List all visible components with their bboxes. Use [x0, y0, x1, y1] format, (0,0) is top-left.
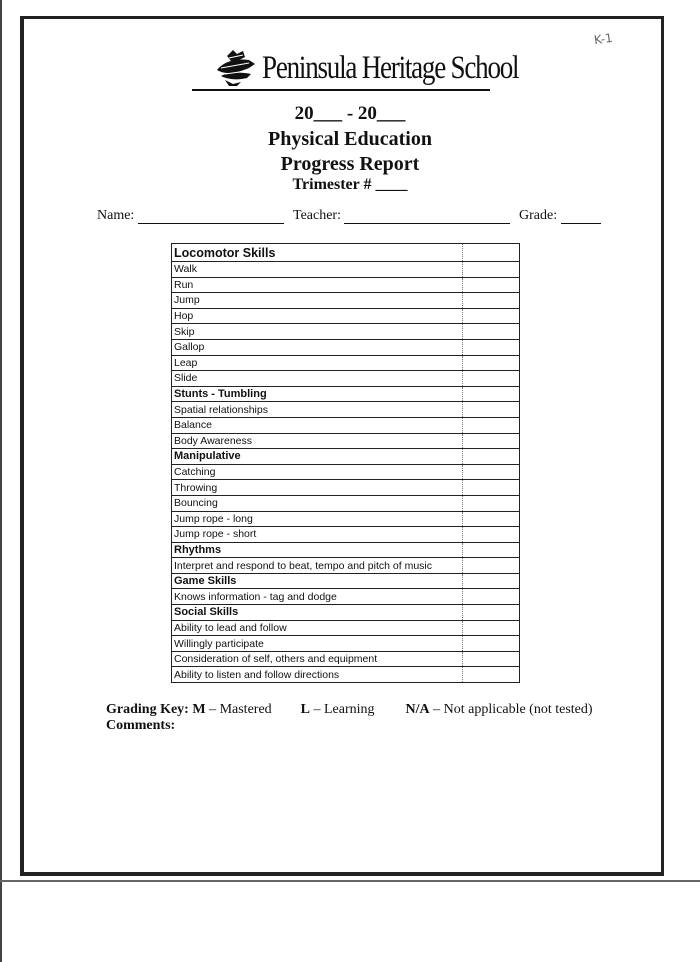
- grade-cell[interactable]: [463, 558, 520, 574]
- report-title-line1: Physical Education: [268, 128, 432, 150]
- skill-row: [172, 527, 520, 543]
- skill-row: [172, 262, 520, 278]
- skill-row: [172, 417, 520, 433]
- skill-label: Spatial relationships: [172, 402, 463, 418]
- grade-cell[interactable]: [463, 651, 520, 667]
- skill-label: Leap: [172, 355, 463, 371]
- scan-edge-bottom: [0, 880, 700, 882]
- grade-cell[interactable]: [463, 667, 520, 683]
- grade-cell[interactable]: [463, 324, 520, 340]
- skill-category-label: Game Skills: [172, 573, 463, 589]
- grade-text-m: – Mastered: [209, 702, 272, 717]
- skills-table: [171, 243, 520, 683]
- skill-label: Skip: [172, 324, 463, 340]
- grade-cell[interactable]: [463, 511, 520, 527]
- grade-cell[interactable]: [463, 339, 520, 355]
- name-field: [97, 208, 284, 224]
- skill-row: [172, 651, 520, 667]
- skill-label: Knows information - tag and dodge: [172, 589, 463, 605]
- skill-label: Body Awareness: [172, 433, 463, 449]
- skill-row: [172, 324, 520, 340]
- skill-label: Walk: [172, 262, 463, 278]
- grade-cell[interactable]: [463, 277, 520, 293]
- skill-row: [172, 667, 520, 683]
- skill-row: [172, 355, 520, 371]
- skill-row: [172, 495, 520, 511]
- report-title-line2: Progress Report: [280, 153, 420, 175]
- skill-row: [172, 511, 520, 527]
- skill-label: Run: [172, 277, 463, 293]
- grading-key-label: Grading Key:: [106, 702, 189, 717]
- skill-category-label: Locomotor Skills: [172, 244, 463, 262]
- grade-cell[interactable]: [463, 402, 520, 418]
- skill-row: [172, 277, 520, 293]
- grade-cell: [463, 386, 520, 402]
- skill-row: [172, 480, 520, 496]
- skill-category-label: Manipulative: [172, 449, 463, 465]
- grade-cell: [463, 573, 520, 589]
- grade-cell[interactable]: [463, 495, 520, 511]
- skill-row: [172, 589, 520, 605]
- skill-row: [172, 464, 520, 480]
- name-blank[interactable]: [138, 209, 284, 224]
- logo-underline: [192, 89, 490, 91]
- skill-label: Interpret and respond to beat, tempo and pitch of music: [172, 558, 463, 574]
- grade-cell: [463, 449, 520, 465]
- grade-cell: [463, 244, 520, 262]
- grade-label: Grade:: [519, 208, 558, 223]
- skill-label: Jump: [172, 293, 463, 309]
- skill-category-label: Stunts - Tumbling: [172, 386, 463, 402]
- skill-category-row: [172, 542, 520, 558]
- skill-label: Throwing: [172, 480, 463, 496]
- grade-cell[interactable]: [463, 262, 520, 278]
- skill-row: [172, 402, 520, 418]
- skill-label: Consideration of self, others and equipment: [172, 651, 463, 667]
- skill-category-label: Social Skills: [172, 605, 463, 621]
- skill-label: Bouncing: [172, 495, 463, 511]
- skill-label: Ability to lead and follow: [172, 620, 463, 636]
- grade-cell[interactable]: [463, 308, 520, 324]
- skill-label: Willingly participate: [172, 636, 463, 652]
- grade-cell[interactable]: [463, 480, 520, 496]
- grade-cell[interactable]: [463, 371, 520, 387]
- skill-row: [172, 620, 520, 636]
- grade-cell[interactable]: [463, 464, 520, 480]
- skill-row: [172, 308, 520, 324]
- grade-cell[interactable]: [463, 433, 520, 449]
- trimester-line: Trimester # ____: [292, 176, 408, 193]
- grade-code-na: N/A: [405, 702, 430, 717]
- grading-key: [106, 702, 593, 718]
- grade-text-l: – Learning: [313, 702, 375, 717]
- skill-label: Jump rope - long: [172, 511, 463, 527]
- skill-label: Ability to listen and follow directions: [172, 667, 463, 683]
- skill-category-row: [172, 573, 520, 589]
- skill-label: Slide: [172, 371, 463, 387]
- skill-row: [172, 433, 520, 449]
- grade-cell[interactable]: [463, 293, 520, 309]
- skill-row: [172, 636, 520, 652]
- grade-cell[interactable]: [463, 589, 520, 605]
- grade-code-l: L: [300, 702, 310, 717]
- school-name: Peninsula Heritage School: [262, 50, 519, 86]
- skill-row: [172, 371, 520, 387]
- corner-handwritten-note: K-1: [593, 30, 614, 48]
- skill-category-row: [172, 449, 520, 465]
- skill-label: Catching: [172, 464, 463, 480]
- grade-cell[interactable]: [463, 527, 520, 543]
- teacher-field: [293, 208, 510, 224]
- grade-code-m: M: [192, 702, 206, 717]
- skill-label: Gallop: [172, 339, 463, 355]
- grade-cell[interactable]: [463, 636, 520, 652]
- grade-text-na: – Not applicable (not tested): [433, 702, 593, 717]
- grade-cell: [463, 605, 520, 621]
- skill-category-row: [172, 605, 520, 621]
- skill-row: [172, 293, 520, 309]
- grade-blank[interactable]: [561, 209, 601, 224]
- skill-category-row: [172, 244, 520, 262]
- skill-row: [172, 339, 520, 355]
- teacher-label: Teacher:: [293, 208, 341, 223]
- grade-cell[interactable]: [463, 355, 520, 371]
- grade-cell[interactable]: [463, 417, 520, 433]
- name-label: Name:: [97, 208, 135, 223]
- grade-cell: [463, 542, 520, 558]
- grade-cell[interactable]: [463, 620, 520, 636]
- skill-label: Jump rope - short: [172, 527, 463, 543]
- skill-row: [172, 558, 520, 574]
- school-year-line: 20___ - 20___: [294, 103, 406, 124]
- skill-label: Hop: [172, 308, 463, 324]
- skill-category-label: Rhythms: [172, 542, 463, 558]
- grade-field: [519, 208, 601, 224]
- teacher-blank[interactable]: [344, 209, 510, 224]
- comments-label: Comments:: [106, 718, 176, 733]
- skill-category-row: [172, 386, 520, 402]
- pinecone-logo-icon: [215, 48, 257, 88]
- skill-label: Balance: [172, 417, 463, 433]
